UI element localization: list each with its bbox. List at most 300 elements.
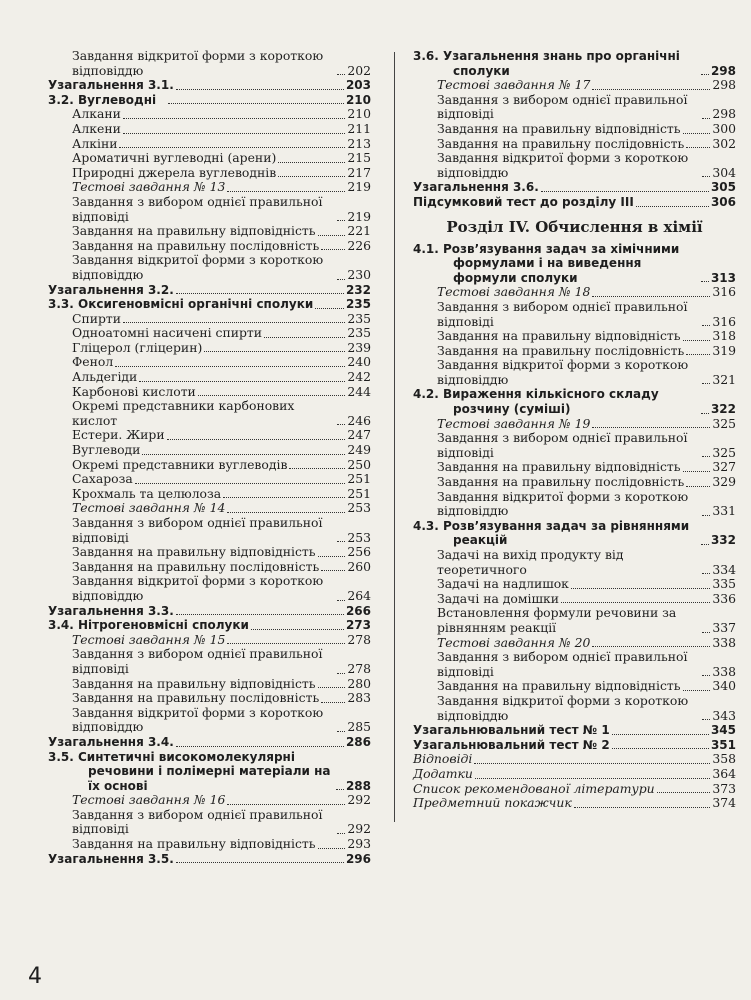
toc-entry-title: Фенол	[72, 354, 114, 370]
toc-entry[interactable]	[48, 326, 371, 341]
dot-leader	[702, 675, 710, 676]
toc-entry[interactable]	[413, 475, 736, 490]
dot-leader	[702, 325, 710, 326]
toc-page-number: 298	[712, 77, 736, 93]
dot-leader	[683, 471, 711, 472]
dot-leader	[657, 792, 711, 793]
toc-page-number: 283	[347, 690, 371, 706]
dot-leader	[592, 89, 710, 90]
toc-page-number: 336	[712, 590, 736, 606]
dot-leader	[115, 366, 345, 367]
toc-entry[interactable]	[48, 341, 371, 356]
toc-entry-title: Задачі на вихід продукту від теоретичного	[437, 547, 624, 577]
dot-leader	[278, 162, 345, 163]
toc-entry-title: Тестові завдання № 20	[437, 634, 591, 650]
dot-leader	[321, 702, 345, 703]
dot-leader	[321, 249, 345, 250]
toc-entry[interactable]	[48, 487, 371, 502]
toc-right-column	[413, 49, 736, 811]
toc-entry[interactable]	[48, 735, 371, 750]
toc-entry[interactable]	[48, 355, 371, 370]
toc-entry-title: Завдання з вибором однієї правильної відповіді	[72, 806, 323, 837]
toc-page-number: 292	[347, 821, 371, 837]
dot-leader	[119, 147, 345, 148]
toc-entry[interactable]	[413, 49, 736, 78]
dot-leader	[702, 456, 710, 457]
dot-leader	[683, 340, 711, 341]
toc-entry-title: Завдання з вибором однієї правильної відповіді	[72, 193, 323, 224]
toc-entry-title: Завдання відкритої форми з короткою відповіддю	[437, 692, 689, 723]
toc-entry[interactable]	[48, 166, 371, 181]
toc-page-number: 302	[712, 135, 736, 151]
dot-leader	[702, 632, 710, 633]
dot-leader	[337, 731, 345, 732]
dot-leader	[318, 235, 346, 236]
toc-entry-title: Завдання на правильну послідовність	[72, 690, 320, 706]
toc-entry[interactable]	[413, 490, 736, 519]
toc-page-number: 210	[347, 106, 371, 122]
toc-page-number: 327	[712, 459, 736, 475]
toc-entry-title: Завдання з вибором однієї правильної відповіді	[437, 430, 688, 460]
toc-entry[interactable]	[48, 93, 371, 108]
toc-page-number: 331	[712, 503, 736, 519]
toc-entry[interactable]	[413, 137, 736, 152]
dot-leader	[176, 746, 344, 747]
toc-entry[interactable]	[48, 647, 371, 676]
toc-entry[interactable]	[48, 793, 371, 808]
toc-entry[interactable]	[48, 458, 371, 473]
dot-leader	[278, 176, 345, 177]
toc-entry-title: 3.3. Оксигеновмісні органічні сполуки	[48, 297, 314, 312]
dot-leader	[227, 643, 345, 644]
toc-page-number: 293	[347, 836, 371, 852]
toc-entry[interactable]	[48, 574, 371, 603]
toc-entry[interactable]	[48, 195, 371, 224]
toc-page-number: 217	[347, 164, 371, 180]
toc-entry-title: Задачі на домішки	[437, 590, 560, 606]
toc-entry-title: 3.6. Узагальнення знань про органічні сполуки	[413, 49, 680, 78]
toc-page-number: 213	[347, 135, 371, 151]
toc-page-number: 286	[345, 734, 371, 749]
toc-entry-title: Алкани	[72, 106, 121, 122]
dot-leader	[686, 354, 710, 355]
toc-page-number: 322	[710, 402, 736, 417]
dot-leader	[541, 191, 709, 192]
toc-entry-title: Завдання з вибором однієї правильної відповіді	[437, 91, 688, 122]
toc-entry[interactable]	[48, 370, 371, 385]
dot-leader	[702, 719, 710, 720]
toc-page-number: 251	[347, 471, 371, 487]
toc-entry[interactable]	[413, 548, 736, 577]
toc-entry[interactable]	[413, 796, 736, 811]
toc-entry[interactable]	[413, 195, 736, 210]
toc-entry-title: Завдання на правильну відповідність	[437, 678, 681, 694]
toc-entry[interactable]	[48, 706, 371, 735]
dot-leader	[227, 191, 345, 192]
toc-entry-title: 4.1. Розв’язування задач за хімічними формулами і на виведення формули сполуки	[413, 241, 680, 285]
dot-leader	[337, 833, 345, 834]
dot-leader	[251, 629, 344, 630]
toc-entry-title: Завдання відкритої форми з короткою відповіддю	[437, 150, 689, 180]
toc-entry-title: Завдання відкритої форми з короткою відповіддю	[72, 252, 324, 282]
toc-entry-title: Завдання на правильну відповідність	[72, 675, 316, 691]
toc-entry-title: Спирти	[72, 310, 122, 326]
toc-entry[interactable]	[48, 604, 371, 619]
toc-entry-title: Гліцерол (гліцерин)	[72, 339, 203, 355]
toc-entry[interactable]	[48, 837, 371, 852]
dot-leader	[321, 570, 345, 571]
dot-leader	[176, 293, 344, 294]
toc-entry[interactable]	[413, 93, 736, 122]
toc-page-number: 232	[345, 282, 371, 297]
dot-leader	[612, 734, 709, 735]
dot-leader	[176, 89, 344, 90]
toc-page-number: 340	[712, 678, 736, 694]
toc-entry[interactable]	[413, 344, 736, 359]
dot-leader	[204, 351, 345, 352]
toc-entry-title: Ароматичні вуглеводні (арени)	[72, 150, 277, 166]
dot-leader	[701, 281, 709, 282]
dot-leader	[702, 118, 710, 119]
dot-leader	[702, 383, 710, 384]
dot-leader	[318, 848, 346, 849]
toc-entry-title: Узагальнення 3.3.	[48, 603, 174, 618]
toc-entry-title: 3.5. Синтетичні високомолекулярні речовини і полімерні матеріали на їх основі	[48, 749, 331, 793]
toc-entry-title: Завдання відкритої форми з короткою відповіддю	[437, 488, 689, 519]
toc-page-number: 364	[712, 765, 736, 781]
toc-page-number: 374	[712, 795, 736, 811]
dot-leader	[686, 147, 710, 148]
toc-page-number: 210	[345, 92, 371, 107]
toc-entry-title: Завдання на правильну послідовність	[72, 558, 320, 574]
toc-page-number: 329	[712, 474, 736, 490]
toc-entry[interactable]	[48, 224, 371, 239]
toc-entry[interactable]	[48, 107, 371, 122]
toc-entry[interactable]	[48, 472, 371, 487]
toc-entry-title: Додатки	[413, 765, 473, 781]
toc-page-number: 332	[710, 533, 736, 548]
toc-entry[interactable]	[413, 122, 736, 137]
toc-entry-title: Естери. Жири	[72, 427, 165, 443]
toc-entry-title: Встановлення формули речовини за рівнянням реакції	[437, 605, 677, 635]
toc-page-number: 203	[345, 78, 371, 93]
toc-page-number: 242	[347, 369, 371, 385]
dot-leader	[223, 497, 345, 498]
toc-entry-title: Завдання на правильну відповідність	[72, 836, 316, 852]
toc-entry-title: Завдання на правильну відповідність	[437, 459, 681, 475]
toc-entry[interactable]	[413, 151, 736, 180]
toc-entry-title: Окремі представники вуглеводів	[72, 456, 288, 472]
toc-entry-title: Узагальнення 3.2.	[48, 282, 174, 297]
toc-page-number: 373	[712, 780, 736, 796]
toc-entry[interactable]	[413, 592, 736, 607]
toc-page-number: 338	[712, 634, 736, 650]
toc-entry[interactable]	[48, 750, 371, 794]
dot-leader	[701, 413, 709, 414]
dot-leader	[592, 646, 710, 647]
toc-entry-title: 3.4. Нітрогеновмісні сполуки	[48, 618, 249, 633]
chapter-heading: Розділ IV. Обчислення в хімії	[446, 217, 703, 236]
toc-entry[interactable]	[48, 385, 371, 400]
toc-entry-title: Узагальнення 3.5.	[48, 851, 174, 866]
toc-entry[interactable]	[413, 180, 736, 195]
toc-entry-title: Одноатомні насичені спирти	[72, 325, 263, 341]
toc-entry[interactable]	[413, 358, 736, 387]
dot-leader	[123, 133, 345, 134]
toc-entry-title: Завдання на правильну відповідність	[72, 544, 316, 560]
dot-leader	[701, 74, 709, 75]
dot-leader	[475, 778, 710, 779]
page-number: 4	[28, 964, 42, 989]
toc-page-number: 235	[345, 297, 371, 312]
dot-leader	[318, 687, 346, 688]
toc-entry-title: Завдання відкритої форми з короткою відповіддю	[72, 704, 324, 735]
toc-entry-title: Алкіни	[72, 135, 118, 151]
toc-page-number: 278	[347, 660, 371, 676]
toc-page-number: 246	[347, 412, 371, 428]
toc-entry[interactable]	[48, 501, 371, 516]
toc-entry[interactable]	[48, 49, 371, 78]
toc-entry[interactable]	[48, 691, 371, 706]
dot-leader	[683, 690, 711, 691]
toc-entry[interactable]	[413, 723, 736, 738]
toc-page-number: 337	[712, 619, 736, 635]
toc-left-column	[48, 49, 371, 866]
toc-entry[interactable]	[413, 606, 736, 635]
toc-page-number: 298	[710, 63, 736, 78]
toc-entry-title: 3.2. Вуглеводні	[48, 92, 157, 107]
dot-leader	[176, 862, 344, 863]
toc-entry-title: Тестові завдання № 17	[437, 77, 591, 93]
toc-entry[interactable]	[413, 650, 736, 679]
toc-entry-title: Відповіді	[413, 751, 473, 767]
toc-page-number: 249	[347, 442, 371, 458]
toc-page-number: 285	[347, 719, 371, 735]
toc-entry-title: Завдання з вибором однієї правильної відповіді	[72, 515, 323, 545]
dot-leader	[336, 789, 344, 790]
toc-entry-title: Карбонові кислоти	[72, 383, 196, 399]
toc-entry[interactable]	[48, 560, 371, 575]
toc-entry[interactable]	[413, 329, 736, 344]
dot-leader	[315, 308, 344, 309]
toc-page-number: 343	[712, 707, 736, 723]
toc-page-number: 226	[347, 237, 371, 253]
toc-entry-title: Алкени	[72, 120, 121, 136]
toc-entry[interactable]	[48, 122, 371, 137]
toc-entry[interactable]	[48, 516, 371, 545]
toc-entry-title: Список рекомендованої літератури	[413, 780, 655, 796]
dot-leader	[561, 602, 710, 603]
dot-leader	[337, 600, 345, 601]
toc-page-number: 211	[347, 120, 371, 136]
toc-entry[interactable]	[48, 633, 371, 648]
dot-leader	[123, 322, 345, 323]
toc-entry-title: Узагальнювальний тест № 2	[413, 737, 610, 752]
toc-page-number: 215	[347, 150, 371, 166]
toc-entry[interactable]	[413, 782, 736, 797]
toc-entry-title: Тестові завдання № 18	[437, 284, 591, 300]
toc-page-number: 345	[710, 723, 736, 738]
toc-entry[interactable]	[48, 297, 371, 312]
toc-page-number: 235	[347, 325, 371, 341]
toc-entry[interactable]	[48, 808, 371, 837]
toc-entry-title: Крохмаль та целюлоза	[72, 485, 222, 501]
toc-entry[interactable]	[413, 577, 736, 592]
toc-entry[interactable]	[413, 300, 736, 329]
dot-leader	[337, 424, 345, 425]
toc-entry-title: Тестові завдання № 14	[72, 500, 226, 516]
toc-entry[interactable]	[413, 767, 736, 782]
toc-entry-title: Тестові завдання № 13	[72, 179, 226, 195]
toc-page-number: 334	[712, 561, 736, 577]
toc-entry[interactable]	[413, 679, 736, 694]
dot-leader	[702, 176, 710, 177]
toc-page-number: 280	[347, 675, 371, 691]
toc-entry[interactable]	[48, 677, 371, 692]
dot-leader	[686, 486, 710, 487]
dot-leader	[167, 439, 346, 440]
toc-entry[interactable]	[413, 752, 736, 767]
toc-entry-title: Предметний покажчик	[413, 795, 572, 811]
toc-entry[interactable]	[413, 694, 736, 723]
toc-entry[interactable]	[48, 283, 371, 298]
toc-page-number: 247	[347, 427, 371, 443]
toc-entry[interactable]	[413, 242, 736, 286]
toc-entry[interactable]	[48, 428, 371, 443]
toc-page-number: 235	[347, 310, 371, 326]
toc-entry[interactable]	[48, 151, 371, 166]
dot-leader	[636, 206, 709, 207]
toc-entry-title: Завдання на правильну відповідність	[72, 223, 316, 239]
dot-leader	[139, 381, 345, 382]
toc-page-number: 230	[347, 266, 371, 282]
toc-page-number: 260	[347, 558, 371, 574]
dot-leader	[318, 556, 346, 557]
toc-page-number: 240	[347, 354, 371, 370]
toc-entry[interactable]	[48, 253, 371, 282]
dot-leader	[142, 454, 345, 455]
toc-entry-title: Завдання на правильну послідовність	[437, 342, 685, 358]
toc-page-number: 313	[710, 270, 736, 285]
toc-entry-title: Завдання відкритої форми з короткою відповіддю	[72, 573, 324, 603]
toc-page-number: 325	[712, 415, 736, 431]
toc-entry[interactable]	[413, 460, 736, 475]
toc-page-number: 292	[347, 792, 371, 808]
toc-entry-title: Вуглеводи	[72, 442, 141, 458]
toc-entry-title: Узагальнення 3.4.	[48, 734, 174, 749]
toc-entry-title: Завдання на правильну послідовність	[72, 237, 320, 253]
dot-leader	[612, 748, 709, 749]
dot-leader	[168, 103, 344, 104]
dot-leader	[702, 515, 710, 516]
dot-leader	[701, 544, 709, 545]
toc-entry-title: Узагальнення 3.6.	[413, 180, 539, 195]
toc-entry-title: Тестові завдання № 15	[72, 631, 226, 647]
toc-entry[interactable]	[48, 399, 371, 428]
toc-page-number: 335	[712, 576, 736, 592]
toc-entry-title: Задачі на надлишок	[437, 576, 569, 592]
dot-leader	[135, 483, 346, 484]
dot-leader	[227, 804, 345, 805]
dot-leader	[176, 614, 344, 615]
toc-entry[interactable]	[48, 545, 371, 560]
toc-entry[interactable]	[413, 636, 736, 651]
dot-leader	[337, 220, 345, 221]
toc-entry[interactable]	[413, 285, 736, 300]
dot-leader	[337, 541, 345, 542]
toc-entry[interactable]	[48, 78, 371, 93]
toc-page-number: 253	[347, 529, 371, 545]
dot-leader	[571, 588, 710, 589]
toc-page-number: 202	[347, 62, 371, 78]
toc-page-number: 300	[712, 120, 736, 136]
toc-entry-title: Завдання з вибором однієї правильної відповіді	[72, 646, 323, 676]
toc-entry[interactable]	[413, 431, 736, 460]
toc-page-number: 219	[347, 179, 371, 195]
toc-entry[interactable]	[48, 443, 371, 458]
toc-entry[interactable]	[413, 519, 736, 548]
toc-entry-title: Завдання з вибором однієї правильної відповіді	[437, 649, 688, 679]
toc-entry-title: Узагальнювальний тест № 1	[413, 723, 610, 738]
toc-page-number: 358	[712, 751, 736, 767]
toc-entry-title: Альдегіди	[72, 369, 138, 385]
toc-entry-title: Окремі представники карбонових кислот	[72, 398, 295, 428]
toc-entry[interactable]	[48, 239, 371, 254]
toc-entry-title: Природні джерела вуглеводнів	[72, 164, 277, 180]
toc-entry-title: Завдання відкритої форми з короткою відповіддю	[437, 357, 689, 387]
toc-entry[interactable]	[48, 852, 371, 867]
toc-page-number: 338	[712, 663, 736, 679]
toc-entry-title: Завдання з вибором однієї правильної відповіді	[437, 298, 688, 329]
column-divider	[394, 52, 395, 822]
dot-leader	[227, 512, 345, 513]
toc-entry[interactable]	[48, 312, 371, 327]
toc-entry[interactable]	[413, 78, 736, 93]
toc-entry[interactable]	[413, 417, 736, 432]
dot-leader	[683, 133, 711, 134]
toc-page-number: 264	[347, 587, 371, 603]
toc-page-number: 296	[345, 851, 371, 866]
toc-entry[interactable]	[48, 137, 371, 152]
toc-page-number: 298	[712, 106, 736, 122]
toc-entry[interactable]	[48, 180, 371, 195]
toc-entry-title: Завдання на правильну відповідність	[437, 120, 681, 136]
toc-entry-title: 4.3. Розв’язування задач за рівняннями реакцій	[413, 518, 690, 548]
toc-entry[interactable]	[413, 387, 736, 416]
toc-entry-title: Завдання на правильну відповідність	[437, 328, 681, 344]
toc-page-number: 316	[712, 313, 736, 329]
toc-page-number: 278	[347, 631, 371, 647]
toc-entry[interactable]	[48, 618, 371, 633]
dot-leader	[198, 395, 346, 396]
toc-entry[interactable]	[413, 738, 736, 753]
dot-leader	[289, 468, 345, 469]
dot-leader	[123, 118, 345, 119]
toc-page-number: 319	[712, 342, 736, 358]
toc-page-number: 256	[347, 544, 371, 560]
toc-entry-title: Тестові завдання № 16	[72, 792, 226, 808]
dot-leader	[337, 74, 345, 75]
dot-leader	[592, 296, 710, 297]
toc-entry-title: 4.2. Вираження кількісного складу розчину (суміші)	[413, 387, 659, 417]
dot-leader	[474, 763, 710, 764]
toc-page-number: 288	[345, 778, 371, 793]
toc-page-number: 266	[345, 603, 371, 618]
toc-page-number: 251	[347, 485, 371, 501]
toc-entry-title: Узагальнення 3.1.	[48, 78, 174, 93]
toc-entry-title: Сахароза	[72, 471, 133, 487]
dot-leader	[592, 427, 710, 428]
